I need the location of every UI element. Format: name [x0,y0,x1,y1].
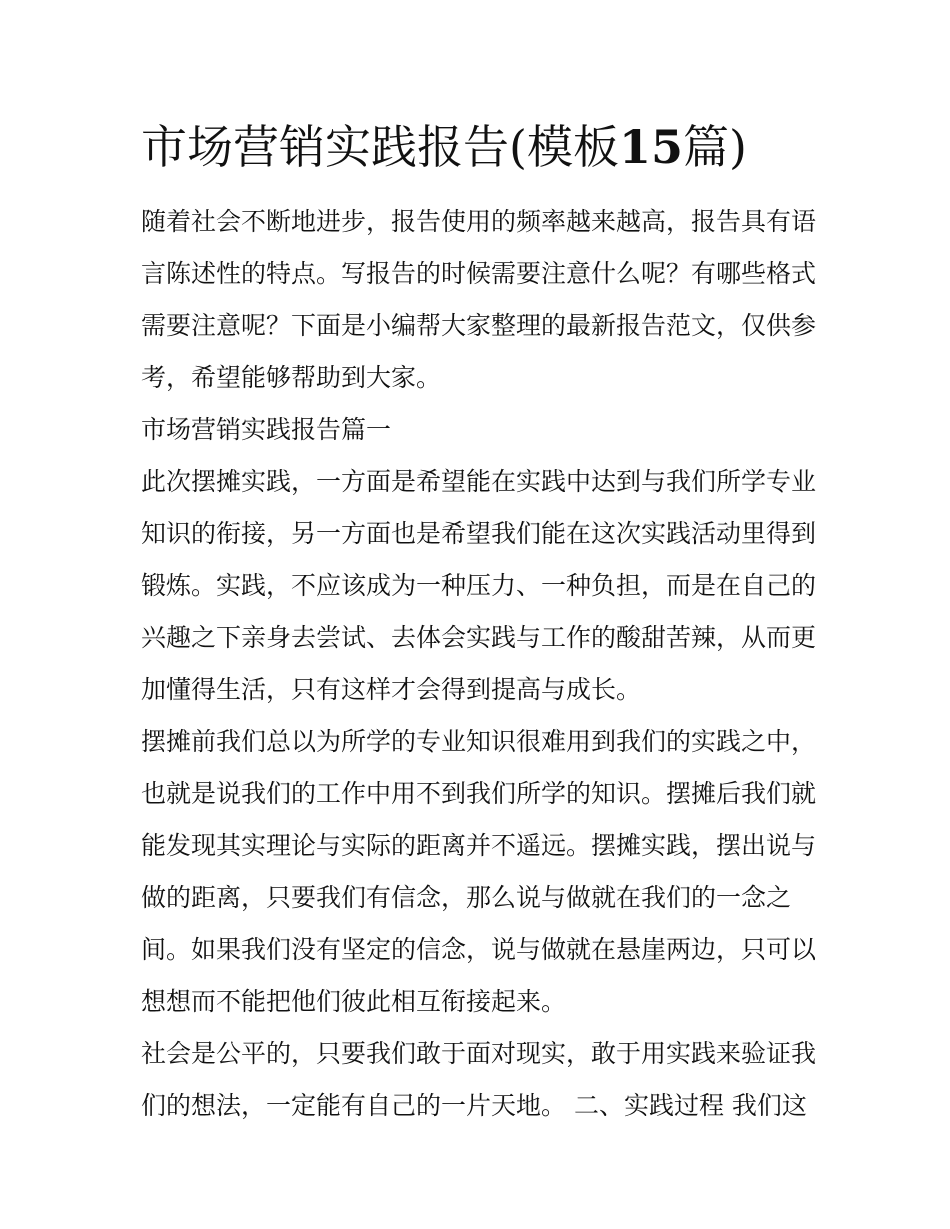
document-title [141,116,841,178]
text-line: 此次摆摊实践，一方面是希望能在实践中达到与我们所学专业 [141,467,817,496]
title-prefix: 市场营销实践报告(模板 [141,120,619,174]
text-line: 言陈述性的特点。写报告的时候需要注意什么呢？有哪些格式 [141,259,817,288]
text-line: 们的想法，一定能有自己的一片天地。 二、实践过程 我们这 [141,1091,807,1120]
document-body [141,196,821,1132]
text-line: 知识的衔接，另一方面也是希望我们能在这次实践活动里得到 [141,519,817,548]
text-line: 锻炼。实践，不应该成为一种压力、一种负担，而是在自己的 [141,571,817,600]
text-line: 考，希望能够帮助到大家。 [141,363,442,392]
text-line: 也就是说我们的工作中用不到我们所学的知识。摆摊后我们就 [141,779,817,808]
text-line: 摆摊前我们总以为所学的专业知识很难用到我们的实践之中， [141,727,817,756]
text-line: 能发现其实理论与实际的距离并不遥远。摆摊实践，摆出说与 [141,831,817,860]
title-number: 15 [618,120,683,174]
section-heading: 市场营销实践报告篇一 [141,415,392,444]
text-line: 随着社会不断地进步，报告使用的频率越来越高，报告具有语 [141,207,817,236]
title-suffix: 篇) [682,120,747,174]
text-line: 做的距离，只要我们有信念，那么说与做就在我们的一念之 [141,883,792,912]
text-line: 想想而不能把他们彼此相互衔接起来。 [141,987,567,1016]
text-line: 加懂得生活，只有这样才会得到提高与成长。 [141,675,642,704]
text-line: 兴趣之下亲身去尝试、去体会实践与工作的酸甜苦辣，从而更 [141,623,817,652]
text-line: 间。如果我们没有坚定的信念，说与做就在悬崖两边，只可以 [141,935,817,964]
text-line: 社会是公平的，只要我们敢于面对现实，敢于用实践来验证我 [141,1039,817,1068]
text-line: 需要注意呢？下面是小编帮大家整理的最新报告范文，仅供参 [141,311,817,340]
